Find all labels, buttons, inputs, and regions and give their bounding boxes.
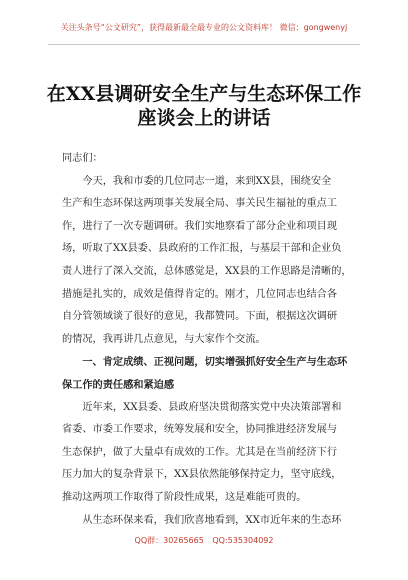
paragraph-line: 同志们： bbox=[62, 153, 103, 164]
paragraph-line: 省委、市委工作要求，统筹发展和安全，协同推进经济发展与 bbox=[62, 424, 338, 436]
footer-contact bbox=[0, 535, 408, 546]
paragraph-line: 从生态环保来看，我们欣喜地看到，XX市近年来的生态环 bbox=[62, 514, 342, 526]
paragraph-line: 近年来，XX县委、县政府坚决贯彻落实党中央决策部署和 bbox=[62, 401, 342, 413]
paragraph-line: 今天，我和市委的几位同志一道，来到XX县，围绕安全 bbox=[62, 175, 332, 187]
section-heading-line: 保工作的责任感和紧迫感 bbox=[62, 378, 175, 391]
section-heading-line: 一、肯定成绩、正视问题，切实增强抓好安全生产与生态环 bbox=[62, 356, 348, 369]
paragraph-line: 压力加大的复杂背景下，XX县依然能够保持定力，坚守底线， bbox=[62, 469, 342, 481]
header-divider bbox=[48, 44, 360, 45]
paragraph-line: 生产和生态环保这两项事关发展全局、事关民生福祉的重点工 bbox=[62, 198, 338, 210]
paragraph-line: 场，听取了XX县委、县政府的工作汇报，与基层干部和企业负 bbox=[62, 243, 342, 255]
paragraph-line: 措施是扎实的，成效是值得肯定的。刚才，几位同志也结合各 bbox=[62, 288, 338, 300]
paragraph-line: 生态保护，做了大量卓有成效的工作。尤其是在当前经济下行 bbox=[62, 446, 338, 458]
footer-qq: QQ:535304092 bbox=[212, 536, 274, 545]
paragraph-line: 推动这两项工作取得了阶段性成果，这是难能可贵的。 bbox=[62, 491, 307, 503]
title-line-1: 在XX县调研安全生产与生态环保工作 bbox=[46, 83, 362, 105]
footer-qq-group: QQ群：30265665 bbox=[134, 536, 204, 545]
paragraph-line: 的情况，我再讲几点意见，与大家作个交流。 bbox=[62, 333, 266, 345]
title-line-2: 座谈会上的讲话 bbox=[137, 107, 271, 129]
document-title bbox=[0, 82, 408, 130]
paragraph-line: 自分管领域谈了很好的意见，我都赞同。下面，根据这次调研 bbox=[62, 311, 338, 323]
document-body bbox=[62, 148, 362, 532]
paragraph-line: 责人进行了深入交流，总体感觉是，XX县的工作思路是清晰的， bbox=[62, 265, 352, 277]
paragraph-line: 作，进行了一次专题调研。我们实地察看了部分企业和项目现 bbox=[62, 220, 338, 232]
header-promo-text: 关注头条号“公文研究”，获得最新最全最专业的公文资料库！ 微信：gongwenyj bbox=[60, 23, 348, 32]
